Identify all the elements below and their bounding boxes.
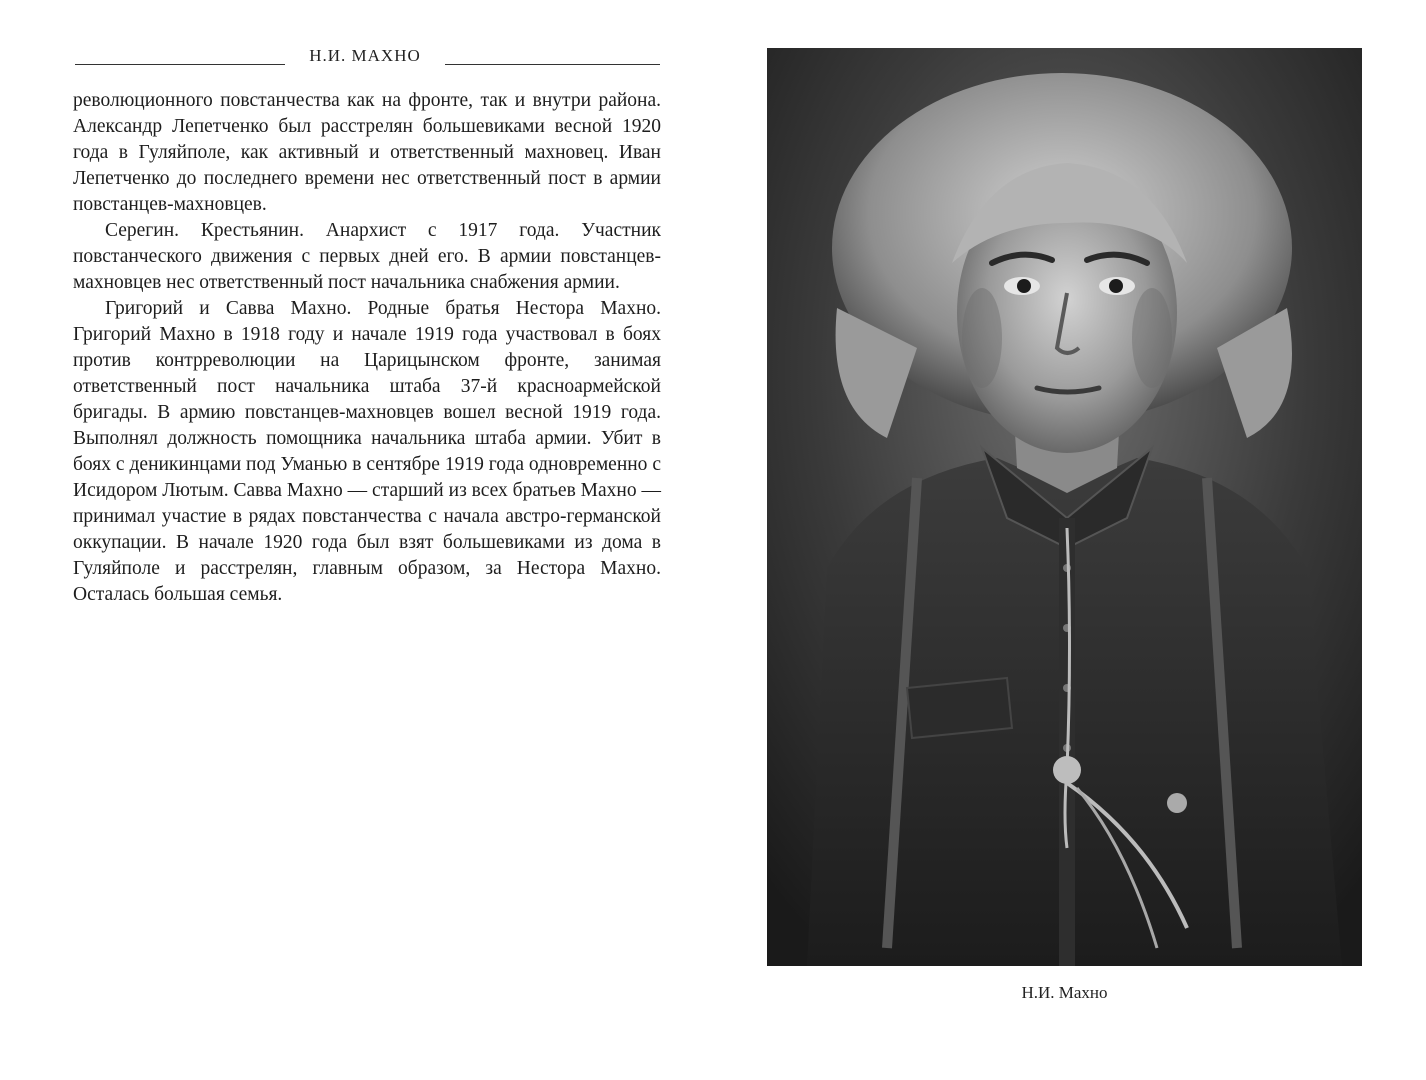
body-text [73, 88, 661, 608]
right-page [713, 0, 1426, 1080]
paragraph: Серегин. Крестьянин. Анархист с 1917 года. Участник повстанческого движения с первых дней его. В армии повстанцев-махновцев нес ответственный пост начальника снабжения армии. [73, 220, 661, 293]
portrait-photo-image [767, 48, 1362, 966]
running-head-title: Н.И. МАХНО [309, 46, 421, 65]
running-head-rule-left [75, 64, 285, 65]
running-head-rule-right [445, 64, 660, 65]
running-head [75, 44, 660, 74]
portrait-photo [767, 48, 1362, 966]
photo-caption: Н.И. Махно [1021, 983, 1108, 1002]
paragraph: революционного повстанчества как на фронте, так и внутри района. Александр Лепетченко был расстрелян большевиками весной 1920 года в Гуляйполе, как активный и ответственный махновец. Иван Лепетченко до последнего времени нес ответственный пост в армии повстанцев-махновцев. [73, 90, 661, 215]
paragraph: Григорий и Савва Махно. Родные братья Нестора Махно. Григорий Махно в 1918 году и начале 1919 года участвовал в боях против контрреволюции на Царицынском фронте, занимая ответственный пост начальника штаба 37-й красноармейской бригады. В армию повстанцев-махновцев вошел весной 1919 года. Выполнял должность помощника начальника штаба армии. Убит в боях с деникинцами под Уманью в сентябре 1919 года одновременно с Исидором Лютым. Савва Махно — старший из всех братьев Махно — принимал участие в рядах повстанчества с начала австро-германской оккупации. В начале 1920 года был взят большевиками из дома в Гуляйполе и расстрелян, главным образом, за Нестора Махно. Осталась большая семья. [73, 298, 661, 605]
